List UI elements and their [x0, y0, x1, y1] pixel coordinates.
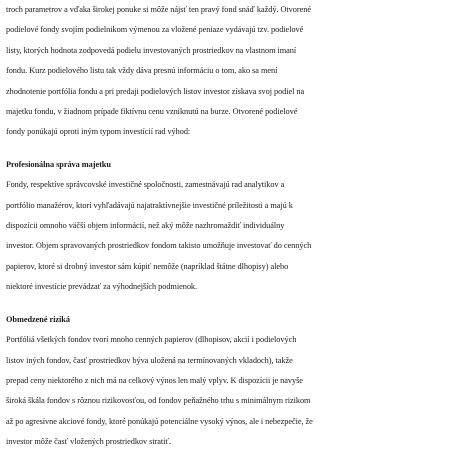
professional-management-paragraph: [6, 175, 450, 297]
section2-line: až po agresívne akciové fondy, ktoré ponúkajú potenciálne vysoký výnos, ale i nebezpečie, že: [6, 416, 313, 426]
section1-line: papierov, ktoré si drobný investor sám kúpiť nemôže (napríklad štátne dlhopisy) alebo: [6, 261, 289, 271]
section1-line: Fondy, respektíve správcovské investičné spoločnosti, zamestnávajú rad analytikov a: [6, 180, 285, 190]
section2-line: investor môže časť vložených prostriedkov stratiť.: [6, 437, 171, 447]
section2-line: prepad ceny niektorého z nich má na celkový výnos len malý vplyv. K dispozícii je navyše: [6, 375, 303, 385]
intro-line: zhodnotenie portfólia fondu a pri predaji podielových listov investor získava svoj podiel na: [6, 86, 305, 96]
intro-line: majetku fondu, v žiadnom prípade fiktívnu cenu vzniknutú na burze. Otvorené podielové: [6, 107, 298, 117]
section-heading-professional-management: Profesionálna správa majetku: [6, 159, 111, 169]
intro-line: podielové fondy svojím podielnikom výmenou za vložené peniaze vydávajú tzv. podielové: [6, 25, 304, 35]
limited-risks-paragraph: [6, 330, 450, 452]
section1-line: portfólio manažérov, ktorí vyhľadávajú najatraktívnejšie investičné príležitosti a majú k: [6, 200, 293, 210]
intro-line: fondy ponúkajú oproti iným typom investícií rad výhod:: [6, 127, 191, 137]
section2-line: listov iných fondov, časť prostriedkov býva uložená na termínovaných vkladoch), takže: [6, 355, 293, 365]
intro-line: fondu. Kurz podielového listu tak vždy dáva presnú informáciu o tom, ako sa mení: [6, 66, 278, 76]
paragraph-gap: [6, 298, 450, 310]
intro-line: listy, ktorých hodnota zodpovedá podielu investovaných prostriedkov na vlastnom imaní: [6, 45, 297, 55]
section1-line: niektoré investície prevádzať za výhodnejších podmienok.: [6, 282, 198, 292]
section1-line: investor. Objem spravovaných prostriedkov fondom takisto umožňuje investovať do cenných: [6, 241, 312, 251]
paragraph-gap: [6, 143, 450, 155]
section2-line: Portfóliá všetkých fondov tvorí mnoho cenných papierov (dlhopisov, akcií i podielových: [6, 335, 297, 345]
section2-line: široká škála fondov s rôznou rizikovosťou, od fondov peňažného trhu s minimálnym rizikom: [6, 396, 311, 406]
section-heading-limited-risks: Obmedzené riziká: [6, 314, 70, 324]
intro-line: troch parametrov a vďaka širokej ponuke si môže nájsť ten pravý fond snáď každý. Otvorené: [6, 5, 311, 14]
section1-line: dispozícii omnoho väčší objem informácií, než aký môže nazhromaždiť individuálny: [6, 221, 285, 231]
document-page: [6, 0, 450, 453]
intro-paragraph: [6, 0, 450, 143]
